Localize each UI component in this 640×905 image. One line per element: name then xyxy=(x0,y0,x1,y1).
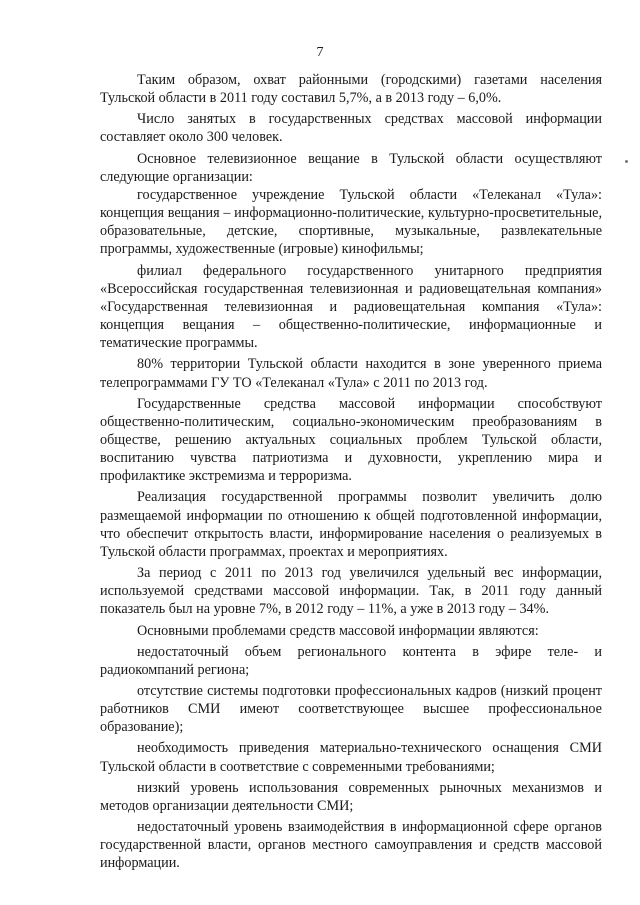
paragraph-coverage-zone: 80% территории Тульской области находится в зоне уверенного приема телепрограммами ГУ ТО «Телеканал «Тула» с 2011 по 2013 год. xyxy=(100,356,602,391)
paragraph-information-share: За период с 2011 по 2013 год увеличился удельный вес информации, используемой средствами массовой информации. Так, в 2011 году данный показатель был на уровне 7%, в 2012 году – 11%, а уже в 2013 году – 34%. xyxy=(100,565,602,618)
margin-dot xyxy=(625,160,628,163)
list-item-interaction-level: недостаточный уровень взаимодействия в информационной сфере органов государственной власти, органов местного самоуправления и средств массовой информации. xyxy=(100,819,602,872)
paragraph-program-effect: Реализация государственной программы позволит увеличить долю размещаемой информации по отношению к общей подготовленной информации, что обеспечит открытость власти, информирование населения о реализуемых в Тульской области программах, проектах и мероприятиях. xyxy=(100,489,602,560)
paragraph-media-employees: Число занятых в государственных средствах массовой информации составляет около 300 человек. xyxy=(100,111,602,146)
list-item-tv-tula: государственное учреждение Тульской области «Телеканал «Тула»: концепция вещания – информационно-политические, культурно-просветительные, образовательные, детские, спортивные, музыкальные, развлекательные программы, художественные (игровые) кинофильмы; xyxy=(100,186,602,258)
list-item-vgtrk-branch: филиал федерального государственного унитарного предприятия «Всероссийская государственная телевизионная и радиовещательная компания» «Государственная телевизионная и радиовещательная компания «Тула»: концепция вещания – общественно-политические, информационные и тематические программы. xyxy=(100,262,602,352)
document-body xyxy=(100,71,602,873)
list-item-regional-content: недостаточный объем регионального контента в эфире теле- и радиокомпаний региона; xyxy=(100,643,602,678)
list-item-staff-training: отсутствие системы подготовки профессиональных кадров (низкий процент работников СМИ имеют соответствующее высшее профессиональное образование); xyxy=(100,683,602,736)
list-item-market-mechanisms: низкий уровень использования современных рыночных механизмов и методов организации деятельности СМИ; xyxy=(100,779,602,814)
page-number: 7 xyxy=(316,45,324,60)
list-item-technical-equipment: необходимость приведения материально-технического оснащения СМИ Тульской области в соответствие с современными требованиями; xyxy=(100,740,602,775)
paragraph-media-role: Государственные средства массовой информации способствуют общественно-политическим, социально-экономическим преобразованиям в обществе, решению актуальных социальных проблем Тульской области, воспитанию чувства патриотизма и духовности, укреплению мира и профилактике экстремизма и терроризма. xyxy=(100,395,602,485)
paragraph-tv-broadcasting-intro: Основное телевизионное вещание в Тульской области осуществляют следующие организации: xyxy=(100,150,602,185)
paragraph-newspaper-coverage: Таким образом, охват районными (городскими) газетами населения Тульской области в 2011 году составил 5,7%, а в 2013 году – 6,0%. xyxy=(100,72,602,107)
paragraph-problems-intro: Основными проблемами средств массовой информации являются: xyxy=(137,622,539,639)
